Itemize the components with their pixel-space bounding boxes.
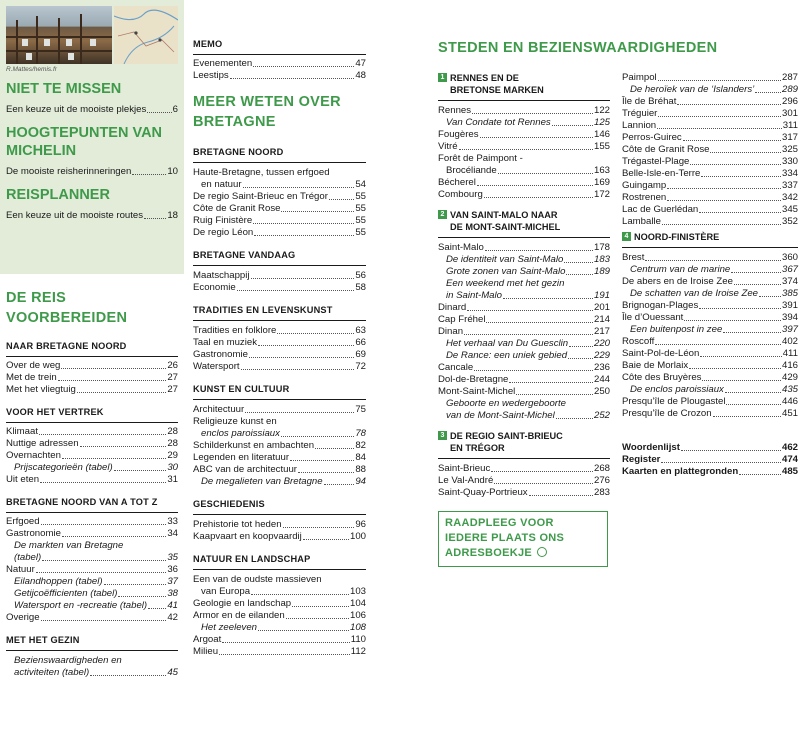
toc-entry[interactable]: Roscoff 402 bbox=[622, 336, 798, 347]
toc-entry[interactable]: Guingamp 337 bbox=[622, 180, 798, 191]
toc-entry[interactable]: De mooiste reisherinneringen 10 bbox=[6, 166, 178, 177]
toc-entry[interactable]: De regio Saint-Brieuc en Trégor 55 bbox=[193, 191, 366, 202]
toc-entry[interactable]: Trégastel-Plage 330 bbox=[622, 156, 798, 167]
toc-entry[interactable]: Overnachten 29 bbox=[6, 450, 178, 461]
toc-entry[interactable]: Centrum van de marine 367 bbox=[630, 264, 798, 275]
toc-entry[interactable]: Tradities en folklore 63 bbox=[193, 325, 366, 336]
column-1 bbox=[0, 0, 184, 679]
toc-entry[interactable]: Gastronomie 69 bbox=[193, 349, 366, 360]
section-header: NAAR BRETAGNE NOORD bbox=[6, 340, 178, 357]
toc-entry[interactable]: Île de Bréhat 296 bbox=[622, 96, 798, 107]
toc-entry[interactable]: Van Condate tot Rennes 125 bbox=[446, 117, 610, 128]
toc-entry[interactable]: ABC van de architectuur 88 bbox=[193, 464, 366, 475]
toc-entry-line[interactable]: Een weekend met het gezin bbox=[446, 278, 565, 289]
toc-entry[interactable]: Natuur 36 bbox=[6, 564, 178, 575]
toc-entry[interactable]: De abers en de Iroise Zee 374 bbox=[622, 276, 798, 287]
toc-entry[interactable]: Brignogan-Plages 391 bbox=[622, 300, 798, 311]
toc-entry[interactable]: Côte de Granit Rose 55 bbox=[193, 203, 366, 214]
toc-entry[interactable]: Baie de Morlaix 416 bbox=[622, 360, 798, 371]
toc-entry-line[interactable]: Haute-Bretagne, tussen erfgoed bbox=[193, 167, 330, 178]
toc-entry[interactable]: Geologie en landschap 104 bbox=[193, 598, 366, 609]
toc-entry[interactable]: De Rance: een uniek gebied 229 bbox=[446, 350, 610, 361]
toc-entry[interactable]: Gastronomie 34 bbox=[6, 528, 178, 539]
toc-entry-line[interactable]: Forêt de Paimpont - bbox=[438, 153, 523, 164]
address-book-icon bbox=[537, 547, 547, 557]
toc-entry[interactable]: Combourg 172 bbox=[438, 189, 610, 200]
section-header: BRETAGNE VANDAAG bbox=[193, 249, 366, 266]
photo-row bbox=[6, 0, 178, 64]
toc-entry[interactable]: Kaapvaart en koopvaardij 100 bbox=[193, 531, 366, 542]
niet-te-missen-title: NIET TE MISSEN bbox=[6, 81, 122, 97]
toc-entry[interactable]: Over de weg 26 bbox=[6, 360, 178, 371]
toc-entry[interactable]: Rostrenen 342 bbox=[622, 192, 798, 203]
toc-entry[interactable]: Rennes 122 bbox=[438, 105, 610, 116]
toc-entry[interactable]: Ruig Finistère 55 bbox=[193, 215, 366, 226]
toc-entry[interactable]: enclos paroissiaux 78 bbox=[201, 428, 366, 439]
toc-entry[interactable]: Saint-Quay-Portrieux 283 bbox=[438, 487, 610, 498]
toc-entry[interactable]: De regio Léon 55 bbox=[193, 227, 366, 238]
section-header: MET HET GEZIN bbox=[6, 634, 178, 651]
toc-entry[interactable]: activiteiten (tabel) 45 bbox=[14, 667, 178, 678]
toc-entry[interactable]: Met het vliegtuig 27 bbox=[6, 384, 178, 395]
toc-entry[interactable]: Een buitenpost in zee 397 bbox=[630, 324, 798, 335]
toc-entry[interactable]: De identiteit van Saint-Malo 183 bbox=[446, 254, 610, 265]
toc-entry[interactable]: Met de trein 27 bbox=[6, 372, 178, 383]
voorbereiden-title: DE REIS VOORBEREIDEN bbox=[6, 290, 128, 326]
toc-entry-line[interactable]: Geboorte en wedergeboorte bbox=[446, 398, 567, 409]
toc-entry[interactable]: Erfgoed 33 bbox=[6, 516, 178, 527]
toc-entry[interactable]: Leestips 48 bbox=[193, 70, 366, 81]
region-header: 4 NOORD-FINISTÈRE bbox=[622, 231, 798, 248]
toc-entry[interactable]: Milieu 112 bbox=[193, 646, 366, 657]
toc-entry[interactable]: Saint-Pol-de-Léon 411 bbox=[622, 348, 798, 359]
end-matter bbox=[622, 442, 798, 478]
toc-entry[interactable]: van Europa 103 bbox=[201, 586, 366, 597]
toc-entry[interactable]: Belle-Isle-en-Terre 334 bbox=[622, 168, 798, 179]
section-header: VOOR HET VERTREK bbox=[6, 406, 178, 423]
toc-entry[interactable]: van de Mont-Saint-Michel 252 bbox=[446, 410, 610, 421]
section-header: MEMO bbox=[193, 38, 366, 55]
toc-entry[interactable]: Mont-Saint-Michel 250 bbox=[438, 386, 610, 397]
toc-entry[interactable]: Het verhaal van Du Guesclin 220 bbox=[446, 338, 610, 349]
toc-entry[interactable]: Getijcoëfficienten (tabel) 38 bbox=[14, 588, 178, 599]
section-header: NATUUR EN LANDSCHAP bbox=[193, 553, 366, 570]
toc-entry[interactable]: Côte des Bruyères 429 bbox=[622, 372, 798, 383]
toc-entry[interactable]: Côte de Granit Rose 325 bbox=[622, 144, 798, 155]
toc-entry[interactable]: Dinard 201 bbox=[438, 302, 610, 313]
toc-entry[interactable]: De heroïek van de ‘Islanders’ 289 bbox=[630, 84, 798, 95]
toc-entry[interactable]: Een keuze uit de mooiste routes 18 bbox=[6, 210, 178, 221]
toc-entry[interactable]: Presqu’île de Plougastel 446 bbox=[622, 396, 798, 407]
toc-entry[interactable]: Brocéliande 163 bbox=[446, 165, 610, 176]
toc-entry[interactable]: Economie 58 bbox=[193, 282, 366, 293]
toc-entry[interactable]: Watersport 72 bbox=[193, 361, 366, 372]
toc-entry[interactable]: Dinan 217 bbox=[438, 326, 610, 337]
toc-entry[interactable]: Saint-Brieuc 268 bbox=[438, 463, 610, 474]
toc-entry[interactable]: Armor en de eilanden 106 bbox=[193, 610, 366, 621]
toc-entry[interactable]: Schilderkunst en ambachten 82 bbox=[193, 440, 366, 451]
section-header: GESCHIEDENIS bbox=[193, 498, 366, 515]
highlights-panel bbox=[0, 0, 184, 274]
toc-entry[interactable]: Evenementen 47 bbox=[193, 58, 366, 69]
toc-entry[interactable]: Brest 360 bbox=[622, 252, 798, 263]
section-header: KUNST EN CULTUUR bbox=[193, 383, 366, 400]
toc-entry[interactable]: Le Val-André 276 bbox=[438, 475, 610, 486]
toc-entry[interactable]: Klimaat 28 bbox=[6, 426, 178, 437]
toc-entry-line[interactable]: Een van de oudste massieven bbox=[193, 574, 322, 585]
column-2 bbox=[193, 0, 366, 658]
column-4 bbox=[622, 0, 798, 478]
toc-entry[interactable]: Het zeeleven 108 bbox=[201, 622, 366, 633]
toc-entry[interactable]: Architectuur 75 bbox=[193, 404, 366, 415]
toc-entry[interactable]: Lamballe 352 bbox=[622, 216, 798, 227]
toc-entry[interactable]: Vitré 155 bbox=[438, 141, 610, 152]
toc-entry[interactable]: Grote zonen van Saint-Malo 189 bbox=[446, 266, 610, 277]
reisplanner-title: REISPLANNER bbox=[6, 187, 110, 203]
toc-entry[interactable]: Cancale 236 bbox=[438, 362, 610, 373]
col4-region4-list bbox=[622, 252, 798, 420]
section-header: BRETAGNE NOORD bbox=[193, 146, 366, 163]
region-header: 3 DE REGIO SAINT-BRIEUC EN TRÉGOR bbox=[438, 430, 610, 459]
toc-entry[interactable]: De megalieten van Bretagne 94 bbox=[201, 476, 366, 487]
toc-entry[interactable]: Saint-Malo 178 bbox=[438, 242, 610, 253]
region-map-thumbnail bbox=[114, 6, 178, 64]
meer-weten-title: MEER WETEN OVER BRETAGNE bbox=[193, 94, 341, 130]
toc-entry[interactable]: Tréguier 301 bbox=[622, 108, 798, 119]
photo-credit: R.Mattes/hemis.fr bbox=[6, 66, 57, 73]
toc-entry[interactable]: Watersport en -recreatie (tabel) 41 bbox=[14, 600, 178, 611]
toc-entry[interactable]: Lannion 311 bbox=[622, 120, 798, 131]
toc-entry[interactable]: Fougères 146 bbox=[438, 129, 610, 140]
toc-entry[interactable]: Cap Fréhel 214 bbox=[438, 314, 610, 325]
toc-entry[interactable]: Prehistorie tot heden 96 bbox=[193, 519, 366, 530]
toc-entry[interactable]: en natuur 54 bbox=[201, 179, 366, 190]
col4-top-list bbox=[622, 72, 798, 228]
toc-entry[interactable]: (tabel) 35 bbox=[14, 552, 178, 563]
toc-entry[interactable]: De enclos paroissiaux 435 bbox=[630, 384, 798, 395]
toc-entry[interactable]: Uit eten 31 bbox=[6, 474, 178, 485]
toc-entry[interactable]: Presqu’île de Crozon 451 bbox=[622, 408, 798, 419]
voorbereiden-block bbox=[0, 274, 184, 679]
toc-entry[interactable]: Bécherel 169 bbox=[438, 177, 610, 188]
toc-entry[interactable]: Kaarten en plattegronden 485 bbox=[622, 466, 798, 477]
region-number-badge: 3 bbox=[438, 431, 447, 440]
address-book-callout: RAADPLEEG VOOR IEDERE PLAATS ONS ADRESBOEKJE bbox=[438, 511, 608, 567]
section-header: TRADITIES EN LEVENSKUNST bbox=[193, 304, 366, 321]
toc-entry[interactable]: Taal en muziek 66 bbox=[193, 337, 366, 348]
region-number-badge: 2 bbox=[438, 210, 447, 219]
toc-entry[interactable]: Lac de Guerlédan 345 bbox=[622, 204, 798, 215]
toc-entry[interactable]: Île d’Ouessant 394 bbox=[622, 312, 798, 323]
toc-entry[interactable]: Register 474 bbox=[622, 454, 798, 465]
toc-entry[interactable]: Een keuze uit de mooiste plekjes 6 bbox=[6, 104, 178, 115]
hoogtepunten-title: HOOGTEPUNTEN VAN MICHELIN bbox=[6, 125, 163, 159]
toc-entry[interactable]: Argoat 110 bbox=[193, 634, 366, 645]
column-3 bbox=[438, 0, 610, 567]
toc-entry[interactable]: De schatten van de Iroise Zee 385 bbox=[630, 288, 798, 299]
toc-entry-line[interactable]: Religieuze kunst en bbox=[193, 416, 277, 427]
timbered-house-photo bbox=[6, 6, 112, 64]
toc-entry-line[interactable]: Bezienswaardigheden en bbox=[14, 655, 122, 666]
toc-entry[interactable]: Eilandhoppen (tabel) 37 bbox=[14, 576, 178, 587]
region-number-badge: 4 bbox=[622, 232, 631, 241]
section-header: BRETAGNE NOORD VAN A TOT Z bbox=[6, 496, 178, 513]
toc-entry[interactable]: Prijscategorieën (tabel) 30 bbox=[14, 462, 178, 473]
toc-entry[interactable]: Maatschappij 56 bbox=[193, 270, 366, 281]
region-number-badge: 1 bbox=[438, 73, 447, 82]
toc-entry[interactable]: Woordenlijst 462 bbox=[622, 442, 798, 453]
toc-entry[interactable]: Legenden en literatuur 84 bbox=[193, 452, 366, 463]
toc-entry[interactable]: Dol-de-Bretagne 244 bbox=[438, 374, 610, 385]
toc-entry[interactable]: Nuttige adressen 28 bbox=[6, 438, 178, 449]
toc-entry[interactable]: Overige 42 bbox=[6, 612, 178, 623]
toc-entry[interactable]: Paimpol 287 bbox=[622, 72, 798, 83]
region-header: 1 RENNES EN DE BRETONSE MARKEN bbox=[438, 72, 610, 101]
toc-entry-line[interactable]: De markten van Bretagne bbox=[14, 540, 124, 551]
steden-title: STEDEN EN BEZIENSWAARDIGHEDEN bbox=[438, 40, 718, 56]
toc-entry[interactable]: Perros-Guirec 317 bbox=[622, 132, 798, 143]
region-header: 2 VAN SAINT-MALO NAAR DE MONT-SAINT-MICHEL bbox=[438, 209, 610, 238]
toc-entry[interactable]: in Saint-Malo 191 bbox=[446, 290, 610, 301]
